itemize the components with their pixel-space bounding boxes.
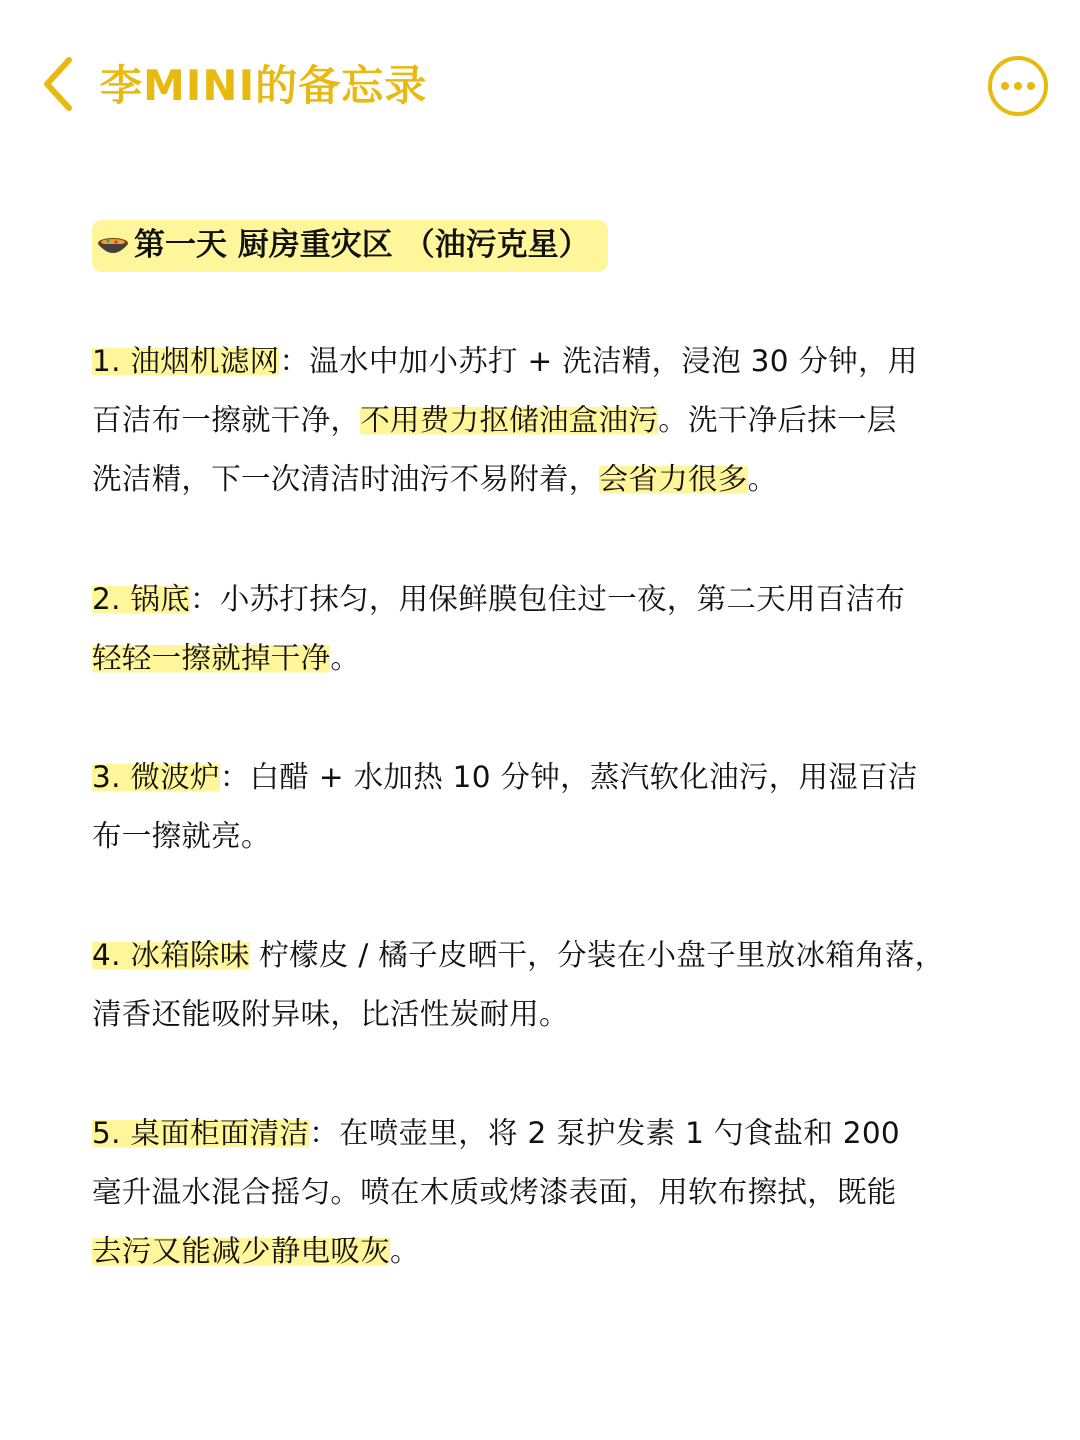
tip-text: 。	[390, 1234, 420, 1268]
tip-text: ：小苏打抹匀，用保鲜膜包住过一夜，第二天用百洁布	[190, 582, 906, 616]
chevron-left-icon	[41, 56, 75, 112]
tip-item	[92, 748, 992, 866]
tip-item	[92, 926, 992, 1044]
highlighted-text: 5. 桌面柜面清洁	[92, 1116, 310, 1150]
tip-text: 。	[330, 641, 361, 675]
tip-line	[92, 1163, 992, 1222]
tip-line	[92, 332, 992, 391]
tip-line	[92, 629, 992, 688]
more-dot	[1027, 82, 1035, 90]
page-title: 李MINI的备忘录	[100, 61, 428, 110]
tip-line	[92, 926, 992, 985]
section-heading	[92, 220, 608, 272]
tip-line	[92, 807, 992, 866]
app-header	[0, 0, 1080, 170]
cooking-pot-icon	[96, 234, 130, 258]
tip-text: ：温水中加小苏打 + 洗洁精，浸泡 30 分钟，用	[279, 344, 918, 378]
tip-text: 柠檬皮 / 橘子皮晒干，分装在小盘子里放冰箱角落，	[249, 938, 945, 972]
highlighted-text: 4. 冰箱除味	[92, 938, 250, 972]
tip-text: 。洗干净后抹一层	[658, 403, 897, 437]
tip-line	[92, 1104, 992, 1163]
more-dot	[1014, 82, 1022, 90]
highlighted-text: 会省力很多	[598, 462, 748, 496]
note-content	[92, 220, 992, 1268]
highlighted-text: 不用费力抠储油盒油污	[360, 403, 659, 437]
tip-text: 清香还能吸附异味，比活性炭耐用。	[92, 997, 569, 1031]
tip-item	[92, 570, 992, 688]
highlighted-text: 轻轻一擦就掉干净	[92, 641, 331, 675]
section-heading-text: 第一天 厨房重灾区 （油污克星）	[134, 227, 590, 263]
tip-line	[92, 570, 992, 629]
more-options-button[interactable]	[988, 56, 1048, 116]
highlighted-text: 2. 锅底	[92, 582, 191, 616]
more-horizontal-icon	[1001, 82, 1009, 90]
tip-line	[92, 985, 992, 1044]
tip-text: 百洁布一擦就干净，	[92, 403, 361, 437]
tip-text: ：在喷壶里，将 2 泵护发素 1 勺食盐和 200	[309, 1116, 900, 1150]
tip-text: 洗洁精，下一次清洁时油污不易附着，	[92, 462, 599, 496]
tip-item	[92, 332, 992, 509]
tip-text: 毫升温水混合摇匀。喷在木质或烤漆表面，用软布擦拭，既能	[92, 1175, 897, 1209]
tip-line	[92, 1222, 992, 1281]
tip-text: 布一擦就亮。	[92, 819, 271, 853]
tip-line	[92, 748, 992, 807]
highlighted-text: 3. 微波炉	[92, 760, 220, 794]
back-button[interactable]	[36, 54, 80, 114]
tip-item	[92, 1104, 992, 1281]
tip-text: ：白醋 + 水加热 10 分钟，蒸汽软化油污，用湿百洁	[219, 760, 918, 794]
tip-text: 。	[747, 462, 778, 496]
tip-line	[92, 450, 992, 509]
tip-line	[92, 391, 992, 450]
highlighted-text: 去污又能减少静电吸灰	[92, 1234, 391, 1268]
highlighted-text: 1. 油烟机滤网	[92, 344, 280, 378]
